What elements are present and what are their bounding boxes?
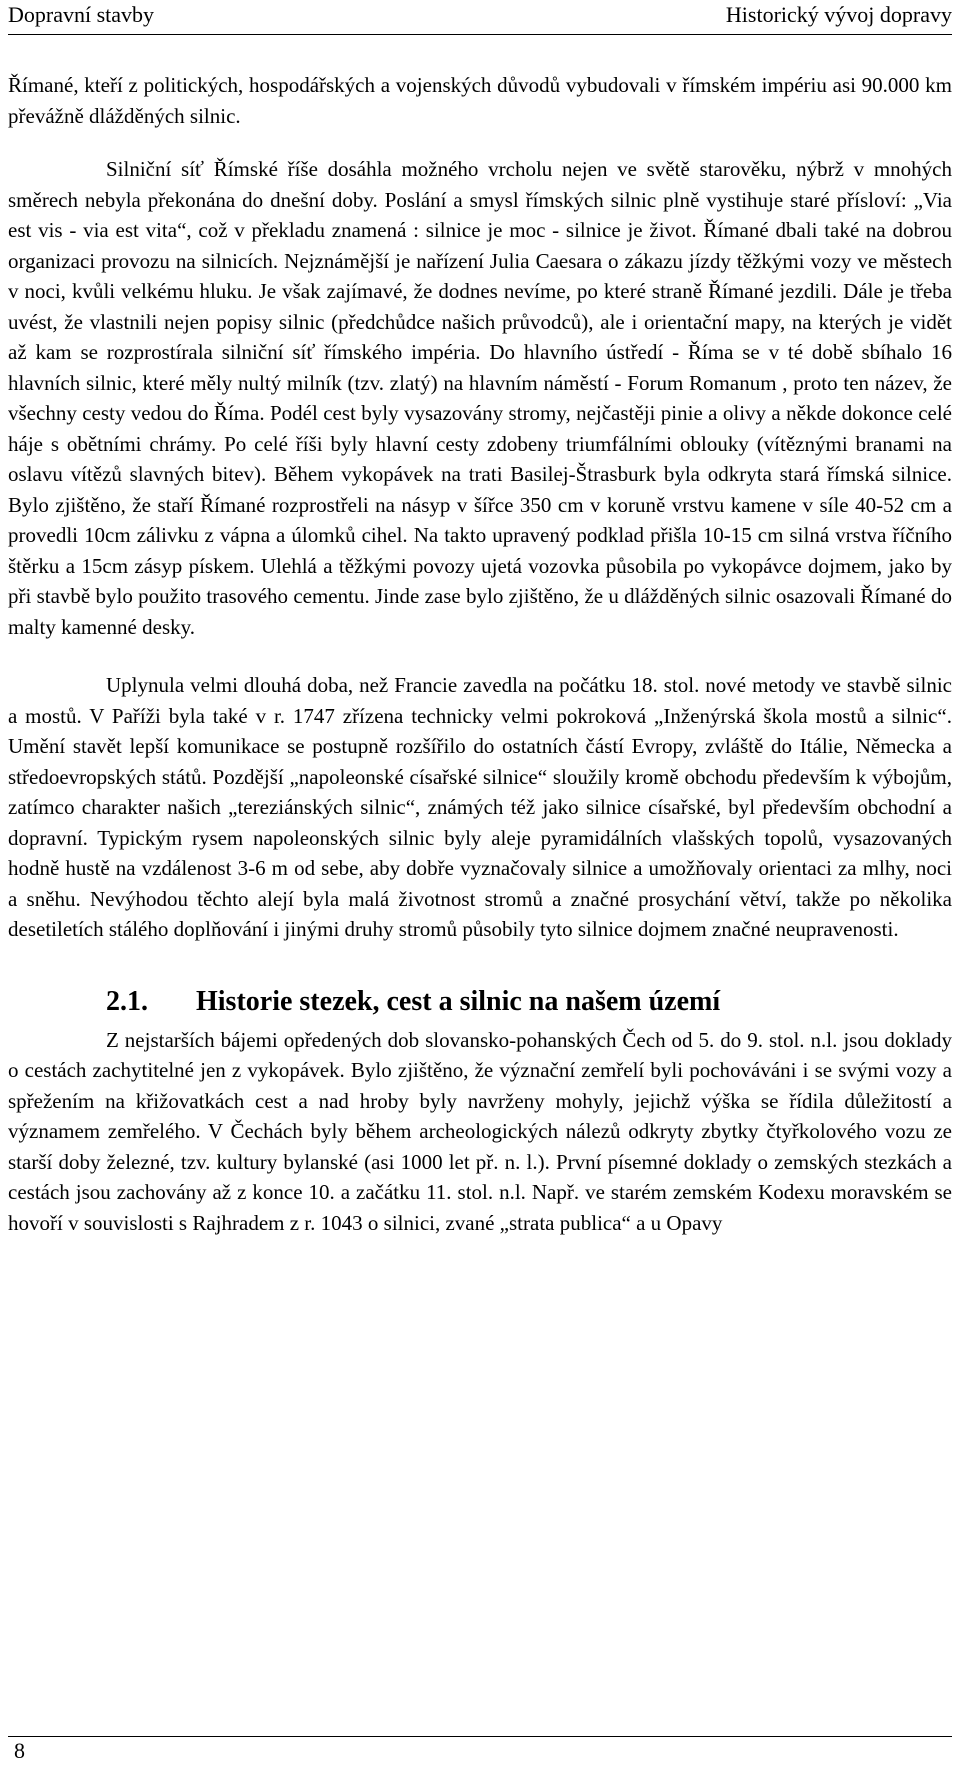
header-section-title: Historický vývoj dopravy	[725, 2, 952, 27]
paragraph-roman-roads-intro: Římané, kteří z politických, hospodářských a vojenských důvodů vybudovali v římském impériu asi 90.000 km převážně dlážděných silnic.	[8, 73, 952, 128]
paragraph-roman-road-network: Silniční síť Římské říše dosáhla možného vrcholu nejen ve světě starověku, nýbrž v mnohých směrech nebyla překonána do dnešní doby. Poslání a smysl římských silnic plně vystihuje staré přísloví: „Via est vis - via est vita“, což v překladu znamená : silnice je moc - silnice je život. Římané dbali také na dobrou organizaci provozu na silnicích. Nejznámější je nařízení Julia Caesara o zákazu jízdy těžkými vozy ve městech v noci, kvůli velkému hluku. Je však zajímavé, že dodnes nevíme, po které straně Římané jezdili. Dále je třeba uvést, že vlastnili nejen popisy silnic (předchůdce našich průvodců), ale i orientační mapy, na kterých je vidět až kam se rozprostírala silniční síť římského impéria. Do hlavního ústředí - Říma se v té době sbíhalo 16 hlavních silnic, které měly nultý milník (tzv. zlatý) na hlavním náměstí - Forum Romanum , proto ten název, že všechny cesty vedou do Říma. Podél cest byly vysazovány stromy, nejčastěji pinie a olivy a někde dokonce celé háje s obětními chrámy. Po celé říši byly hlavní cesty zdobeny triumfálními oblouky (vítěznými branami na oslavu vítězů slavných bitev). Během vykopávek na trati Basilej-Štrasburk byla odkryta stará římská silnice. Bylo zjištěno, že staří Římané rozprostřeli na násyp v šířce 350 cm v koruně vrstvu kamene v síle 40-52 cm a provedli 10cm zálivku z vápna a úlomků cihel. Na takto upravený podklad přišla 10-15 cm silná vrstva říčního štěrku a 15cm zásyp pískem. Ulehlá a těžkými povozy ujetá vozovka působila po vykopávce dojmem, jako by při stavbě bylo použito trasového cementu. Jinde zase bylo zjištěno, že u dlážděných silnic osazovali Římané do malty kamenné desky.	[8, 157, 952, 639]
page-footer	[8, 1736, 952, 1763]
page-header	[8, 0, 952, 35]
page-number: 8	[14, 1738, 25, 1763]
paragraph-slavic-era-roads: Z nejstarších bájemi opředených dob slovansko-pohanských Čech od 5. do 9. stol. n.l. jsou doklady o cestách zachytitelné jen z vykopávek. Bylo zjištěno, že význační zemřelí byli pochováváni i se svými vozy a spřežením na křižovatkách cest a nad hroby byly navrženy mohyly, jejichž výška se řídila důležitostí a významem zemřelého. V Čechách byly během archeologických nálezů odkryty zbytky čtyřkolového vozu ze starší doby železné, tzv. kultury bylanské (asi 1000 let př. n. l.). První písemné doklady o zemských stezkách a cestách jsou zachovány až z konce 10. a začátku 11. stol. n.l. Např. ve starém zemském Kodexu moravském se hovoří v souvislosti s Rajhradem z r. 1043 o silnici, zvané „strata publica“ a u Opavy	[8, 1027, 952, 1235]
header-chapter-title: Dopravní stavby	[8, 2, 155, 27]
section-number: 2.1.	[106, 985, 148, 1017]
page-body	[8, 70, 952, 1238]
paragraph-france-18th-century: Uplynula velmi dlouhá doba, než Francie zavedla na počátku 18. stol. nové metody ve stavbě silnic a mostů. V Paříži byla také v r. 1747 zřízena technicky velmi pokroková „Inženýrská škola mostů a silnic“. Umění stavět lepší komunikace se postupně rozšířilo do ostatních částí Evropy, zvláště do Itálie, Německa a středoevropských států. Pozdější „napoleonské císařské silnice“ sloužily kromě obchodu především k výbojům, zatímco charakter našich „tereziánských silnic“, známých též jako silnice císařské, byl především obchodní a dopravní. Typickým rysem napoleonských silnic byly aleje pyramidálních vlašských topolů, vysazovaných hodně hustě na vzdálenost 3-6 m od sebe, aby dobře vyznačovaly silnice a umožňovaly orientaci za mlhy, noci a sněhu. Nevýhodou těchto alejí byla malá životnost stromů a značné prosychání větví, takže po několika desetiletích stálého doplňování i jinými druhy stromů působily tyto silnice dojmem značné neupravenosti.	[8, 673, 952, 941]
section-heading	[8, 983, 952, 1021]
section-title: Historie stezek, cest a silnic na našem území	[196, 985, 721, 1017]
